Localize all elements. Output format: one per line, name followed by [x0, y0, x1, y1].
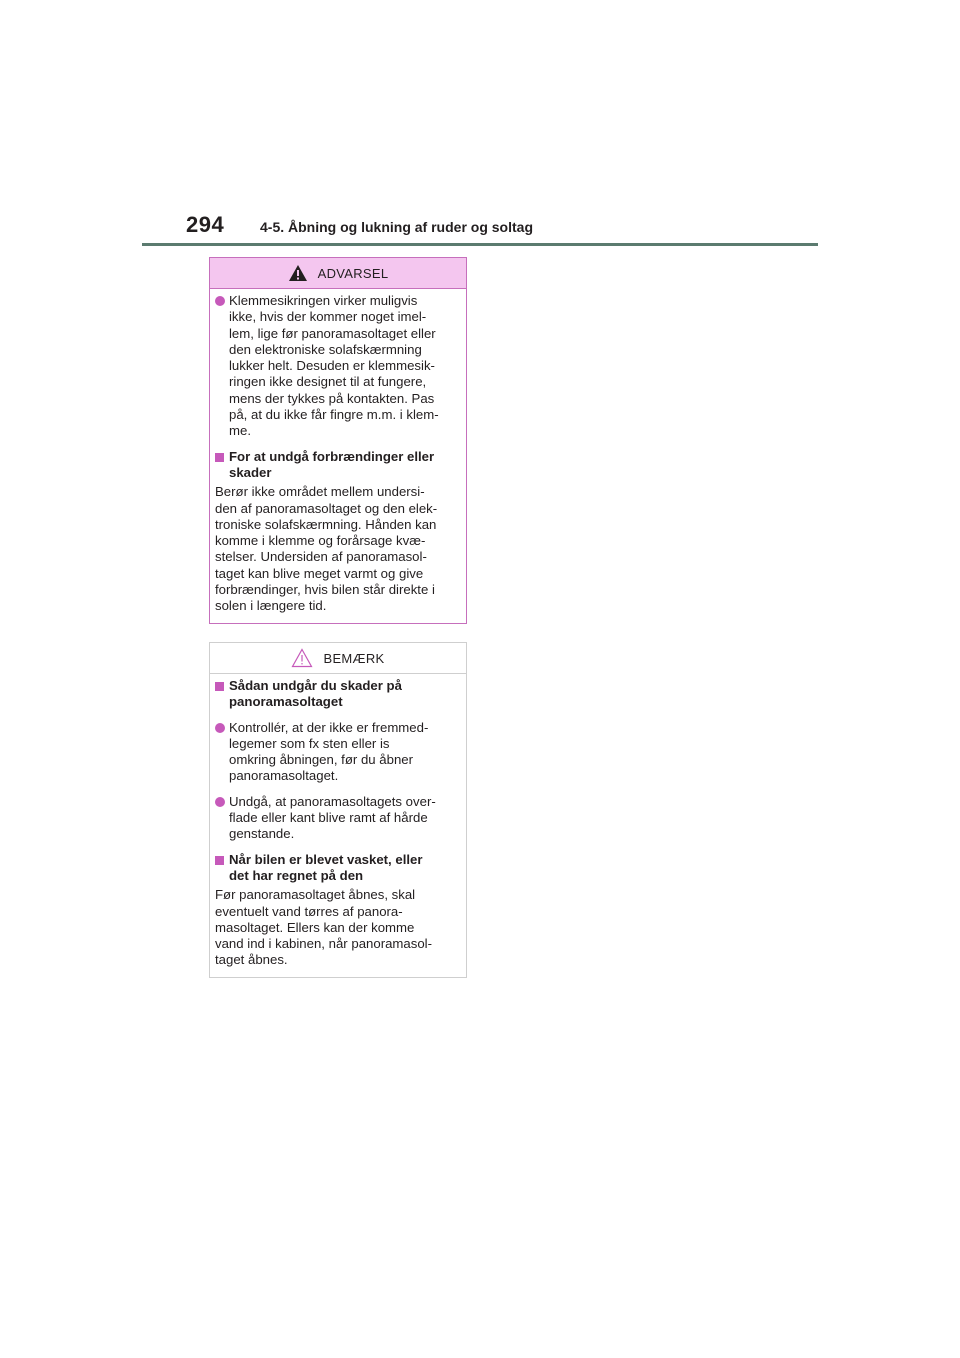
text-line: eventuelt vand tørres af panora-	[215, 903, 403, 919]
bullet-dot-icon	[215, 794, 229, 807]
warning-box-body	[210, 289, 466, 623]
text-line: taget åbnes.	[215, 952, 288, 968]
text-line: ikke, hvis der kommer noget imel-	[229, 309, 427, 325]
warning-paragraph	[215, 484, 460, 614]
warning-triangle-icon	[288, 264, 308, 282]
text-line: lukker helt. Desuden er klemmesik-	[229, 358, 435, 374]
notice-bullet-item	[215, 794, 460, 843]
text-line: forbrændinger, hvis bilen står direkte i	[215, 582, 435, 598]
text-line: Berør ikke området mellem undersi-	[215, 484, 425, 500]
text-line: masoltaget. Ellers kan der komme	[215, 919, 415, 935]
notice-bullet-text	[229, 794, 460, 843]
notice-paragraph	[215, 887, 460, 968]
text-line: panoramasoltaget	[229, 694, 343, 710]
text-line: taget kan blive meget varmt og give	[215, 565, 424, 581]
warning-box-header	[210, 258, 466, 289]
text-line: genstande.	[229, 826, 295, 842]
text-line: troniske solafskærmning. Hånden kan	[215, 516, 437, 532]
text-line: den af panoramasoltaget og den elek-	[215, 500, 438, 516]
text-line: komme i klemme og forårsage kvæ-	[215, 533, 426, 549]
text-line: omkring åbningen, før du åbner	[229, 752, 414, 768]
text-line: Sådan undgår du skader på	[229, 678, 402, 693]
page-number: 294	[186, 212, 225, 237]
notice-bullet-item	[215, 720, 460, 785]
bullet-square-icon	[215, 678, 229, 691]
notice-box-title: BEMÆRK	[323, 650, 385, 666]
warning-heading-text	[229, 449, 460, 482]
bullet-dot-icon	[215, 720, 229, 733]
bullet-square-icon	[215, 852, 229, 865]
notice-heading-item	[215, 852, 460, 885]
warning-heading-item	[215, 449, 460, 482]
text-line: den elektroniske solafskærmning	[229, 341, 422, 357]
text-line: Kontrollér, at der ikke er fremmed-	[229, 719, 429, 735]
text-line: skader	[229, 464, 272, 480]
notice-heading-text	[229, 852, 460, 885]
text-line: på, at du ikke får fingre m.m. i klem-	[229, 407, 439, 423]
caution-triangle-outline-icon	[291, 648, 313, 668]
text-line: ringen ikke designet til at fungere,	[229, 374, 427, 390]
notice-box-header	[210, 643, 466, 674]
notice-box	[209, 642, 467, 978]
text-line: Når bilen er blevet vasket, eller	[229, 851, 423, 867]
warning-box	[209, 257, 467, 624]
notice-box-body	[210, 674, 466, 977]
text-line: me.	[229, 423, 251, 439]
warning-box-title: ADVARSEL	[317, 265, 389, 281]
bullet-square-icon	[215, 449, 229, 462]
bullet-dot-icon	[215, 293, 229, 306]
text-line: Før panoramasoltaget åbnes, skal	[215, 887, 416, 903]
notice-heading-text	[229, 678, 460, 711]
text-line: For at undgå forbrændinger eller	[229, 448, 435, 464]
header-rule	[142, 243, 818, 246]
text-line: solen i længere tid.	[215, 598, 327, 614]
section-title: 4-5. Åbning og lukning af ruder og soltag	[260, 219, 533, 235]
text-line: det har regnet på den	[229, 867, 364, 883]
warning-bullet-text	[229, 293, 460, 440]
text-line: panoramasoltaget.	[229, 768, 339, 784]
text-line: vand ind i kabinen, når panoramasol-	[215, 936, 432, 952]
text-line: Undgå, at panoramasoltagets over-	[229, 793, 436, 809]
text-line: lem, lige før panoramasoltaget eller	[229, 325, 436, 341]
text-line: legemer som fx sten eller is	[229, 735, 390, 751]
warning-bullet-item	[215, 293, 460, 440]
text-line: mens der tykkes på kontakten. Pas	[229, 390, 435, 406]
text-line: flade eller kant blive ramt af hårde	[229, 810, 428, 826]
notice-heading-item	[215, 678, 460, 711]
notice-bullet-text	[229, 720, 460, 785]
text-line: stelser. Undersiden af panoramasol-	[215, 549, 427, 565]
text-line: Klemmesikringen virker muligvis	[229, 293, 418, 308]
